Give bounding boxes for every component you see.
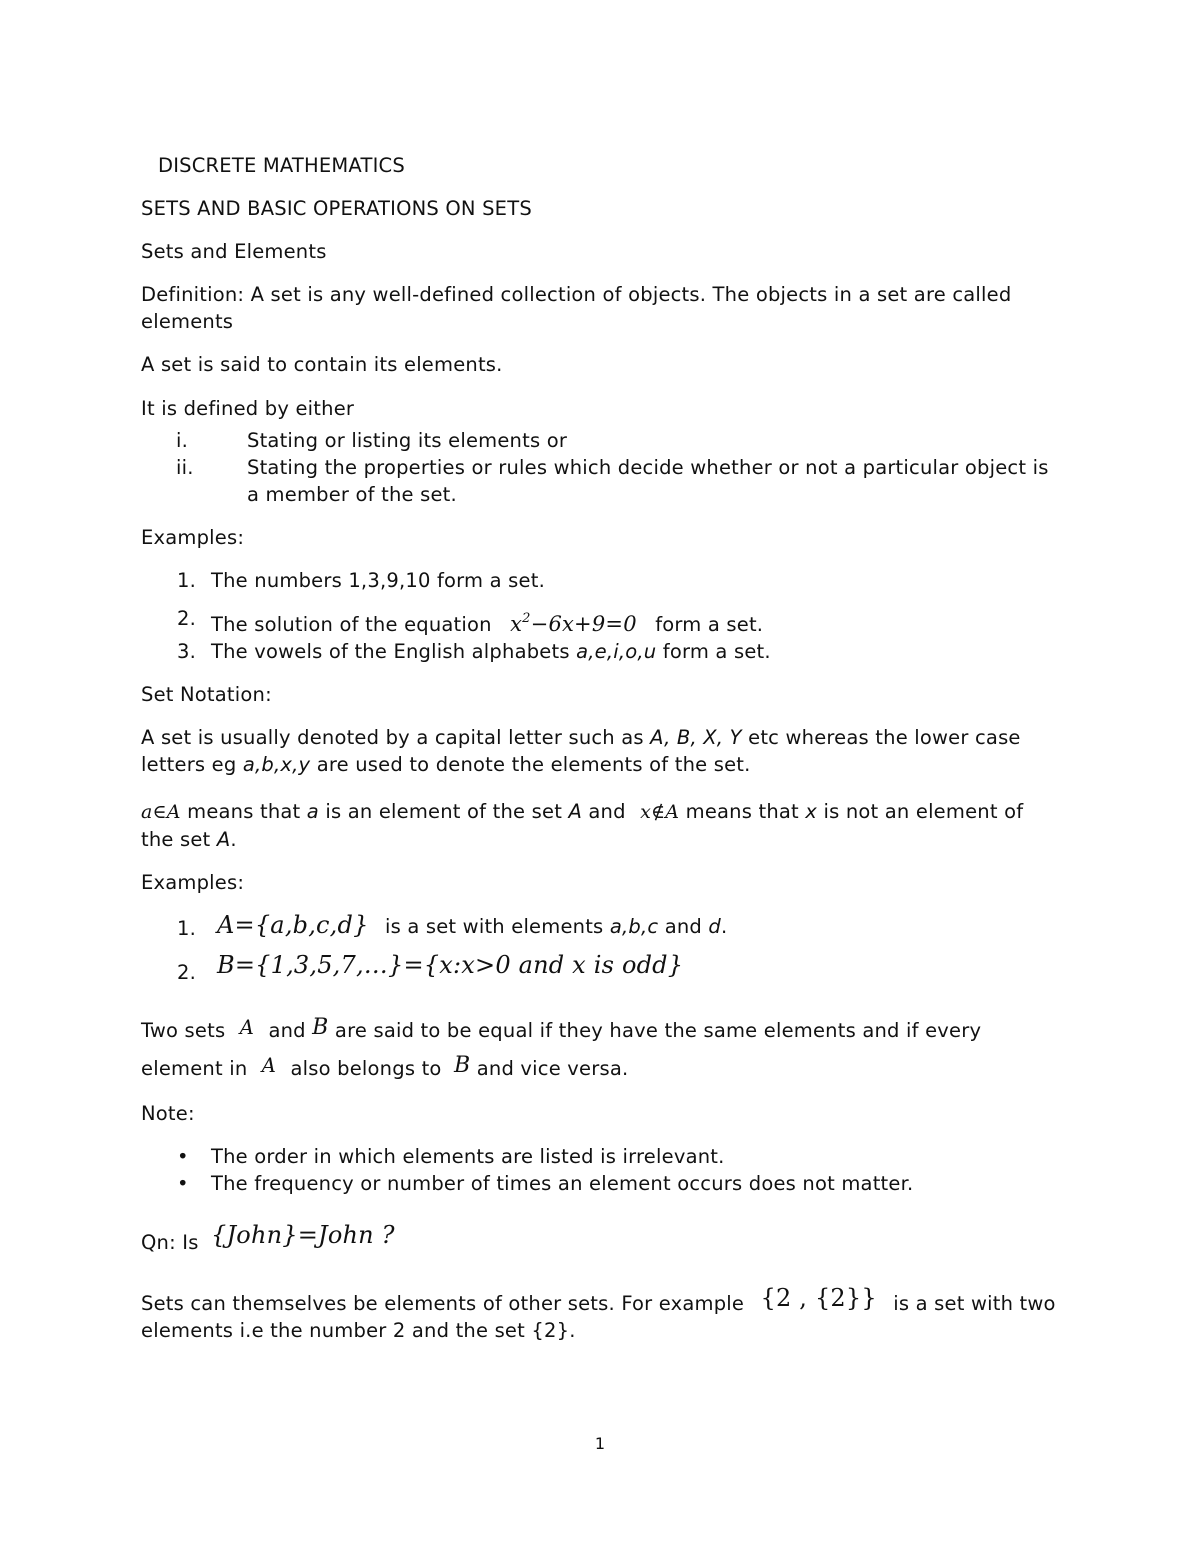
text-run: are used to denote the elements of the set. (316, 753, 751, 776)
list-item (141, 1170, 1061, 1197)
text-run: and vice versa. (476, 1057, 629, 1080)
examples-list-1 (141, 567, 1061, 665)
list-item (141, 454, 1061, 508)
text-run: are said to be equal if they have the same elements and if every element in (141, 1019, 982, 1080)
text-run: etc whereas the lower case letters eg (141, 726, 1021, 776)
text-run: Two sets (141, 1019, 226, 1042)
equal-sets-paragraph (141, 1010, 1061, 1086)
vowels: a,e,i,o,u (576, 640, 657, 663)
document-body (141, 152, 1061, 1344)
notation-paragraph (141, 724, 1061, 778)
var-A: A (216, 828, 231, 851)
document-title: DISCRETE MATHEMATICS (158, 154, 405, 177)
text-run: is an element of the set (325, 800, 563, 823)
list-item (141, 908, 1061, 944)
var-a: a (306, 800, 319, 823)
equation-exponent: 2 (522, 611, 531, 626)
list-item-text: The order in which elements are listed is irrelevant. (211, 1145, 725, 1168)
list-item (141, 427, 1061, 454)
var-A: A (261, 1054, 277, 1077)
list-marker: 3. (177, 640, 197, 663)
list-item-text: Stating or listing its elements or (247, 429, 568, 452)
examples-label: Examples: (141, 526, 245, 549)
definition-methods-list (141, 427, 1061, 508)
text-run: means that (685, 800, 799, 823)
var-B: B (453, 1053, 471, 1078)
page-number: 1 (594, 1434, 606, 1453)
list-item-text: Stating the properties or rules which decide whether or not a particular object is a member of the set. (247, 456, 1049, 506)
list-item (141, 1143, 1061, 1170)
capital-letters: A, B, X, Y (650, 726, 742, 749)
definition-paragraph: Definition: A set is any well-defined collection of objects. The objects in a set are called elements (141, 283, 1012, 333)
bullet-icon: • (177, 1145, 189, 1168)
list-marker: 2. (177, 607, 197, 630)
text-run: is not an element of the set (141, 800, 1024, 851)
element-d: d (708, 915, 721, 938)
text-run: . (230, 828, 237, 851)
set-notation-label: Set Notation: (141, 683, 272, 706)
set-B-expression: B={1,3,5,7,…}={x:x>0 and x is odd} (217, 951, 684, 979)
list-item (141, 605, 1061, 638)
list-item-text: The solution of the equation (211, 613, 492, 636)
contain-paragraph: A set is said to contain its elements. (141, 353, 503, 376)
list-item (141, 948, 1061, 984)
text-run: A set is usually denoted by a capital letter such as (141, 726, 644, 749)
list-item-text: form a set. (655, 613, 764, 636)
elements-abc: a,b,c (609, 915, 659, 938)
bullet-icon: • (177, 1172, 189, 1195)
list-marker: 1. (177, 569, 197, 592)
main-heading: SETS AND BASIC OPERATIONS ON SETS (141, 197, 532, 220)
equation (510, 612, 637, 636)
notes-list (141, 1143, 1061, 1197)
var-x: x (805, 800, 818, 823)
section-heading: Sets and Elements (141, 240, 327, 263)
element-of-expression: a∈A (141, 801, 181, 823)
text-run: Qn: Is (141, 1231, 199, 1254)
var-A: A (239, 1016, 255, 1039)
list-marker: ii. (176, 456, 194, 479)
set-A-expression: A={a,b,c,d} (217, 911, 369, 939)
var-B: B (312, 1015, 329, 1040)
membership-paragraph (141, 798, 1061, 853)
lowercase-letters: a,b,x,y (242, 753, 311, 776)
nested-set-expression: {2 , {2}} (760, 1284, 877, 1312)
text-run: and (664, 915, 702, 938)
text-run: Sets can themselves be elements of other sets. For example (141, 1292, 745, 1315)
text-run: is a set with two elements i.e the number 2 and the set {2}. (141, 1292, 1056, 1342)
text-run: . (720, 915, 728, 938)
list-item (141, 638, 1061, 665)
equation-var: x (510, 612, 523, 636)
examples-label: Examples: (141, 871, 245, 894)
list-item-text: form a set. (662, 640, 771, 663)
note-label: Note: (141, 1102, 195, 1125)
defined-by-paragraph: It is defined by either (141, 397, 355, 420)
text-run: also belongs to (290, 1057, 442, 1080)
text-run: and (268, 1019, 306, 1042)
text-run: and (588, 800, 626, 823)
question-paragraph (141, 1217, 1061, 1261)
examples-list-2 (141, 908, 1061, 984)
text-run: means that (187, 800, 301, 823)
list-marker: 2. (177, 961, 197, 984)
var-A: A (568, 800, 582, 823)
list-item-text: The frequency or number of times an element occurs does not matter. (211, 1172, 914, 1195)
list-item-text: The vowels of the English alphabets (211, 640, 570, 663)
text-run: is a set with elements (384, 915, 604, 938)
question-expression: {John}=John ? (211, 1221, 395, 1249)
list-marker: i. (176, 429, 189, 452)
not-element-of-expression: x∉A (640, 801, 680, 823)
list-marker: 1. (177, 917, 197, 940)
nested-sets-paragraph (141, 1285, 1061, 1344)
equation-rest: −6x+9=0 (530, 612, 637, 636)
list-item (141, 567, 1061, 594)
list-item-text: The numbers 1,3,9,10 form a set. (211, 569, 545, 592)
